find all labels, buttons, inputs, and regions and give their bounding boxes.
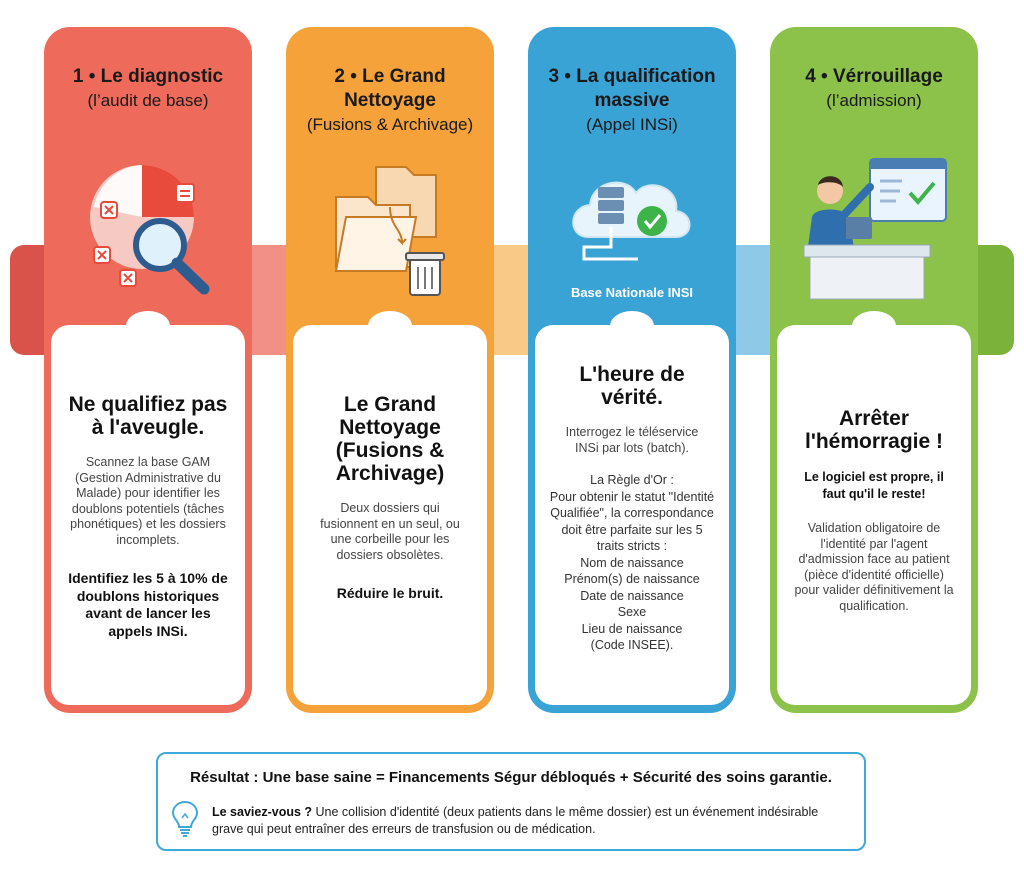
step-3-card-title: L'heure de vérité. bbox=[579, 363, 685, 409]
step-3-card-text: Interrogez le téléservice INSi par lots (batch). bbox=[565, 425, 699, 455]
cloud-server-icon bbox=[548, 147, 716, 317]
trait-3: Date de naissance bbox=[580, 588, 684, 603]
step-3-column bbox=[528, 27, 736, 713]
step-1-column bbox=[44, 27, 252, 713]
tip-body: Une collision d'identité (deux patients dans le même dossier) est un événement indésirable grave qui peut entraîner des erreurs de transfusion ou de médication. bbox=[212, 805, 819, 836]
step-3-title: 3 • La qualification massive (Appel INSi) bbox=[548, 66, 716, 134]
tip-text bbox=[212, 804, 852, 838]
magnifier-audit-icon bbox=[64, 147, 232, 317]
step-3-card bbox=[535, 325, 729, 705]
step-4-card-title: Arrêter l'hémorragie ! bbox=[804, 407, 944, 453]
trait-2: Prénom(s) de naissance bbox=[564, 572, 700, 586]
step-4-title: 4 • Vérrouillage (l’admission) bbox=[805, 66, 943, 110]
step-1-card-title: Ne qualifiez pas à l'aveugle. bbox=[68, 393, 228, 439]
step-4-card-highlight: Le logiciel est propre, il faut qu'il le reste! bbox=[804, 470, 944, 501]
step-2-card bbox=[293, 325, 487, 705]
step-1-card bbox=[51, 325, 245, 705]
step-1-card-highlight: Identifiez les 5 à 10% de doublons historiques avant de lancer les appels INSi. bbox=[68, 570, 228, 639]
trait-5-code: (Code INSEE). bbox=[590, 638, 674, 652]
step-2-card-highlight: Réduire le bruit. bbox=[336, 585, 444, 601]
step-4-card-text: Validation obligatoire de l'identité par l'agent d'admission face au patient (pièce d'identité officielle) pour valider définitivement la qualification. bbox=[794, 521, 954, 613]
folder-merge-icon bbox=[306, 147, 474, 317]
trait-5: Lieu de naissance bbox=[581, 621, 683, 636]
step-2-title: 2 • Le Grand Nettoyage (Fusions & Archivage) bbox=[306, 66, 474, 134]
step-2-card-title: Le Grand Nettoyage (Fusions & Archivage) bbox=[335, 393, 445, 485]
lightbulb-icon bbox=[170, 798, 200, 838]
step-4-card bbox=[777, 325, 971, 705]
step-4-column bbox=[770, 27, 978, 713]
result-headline: Résultat : Une base saine = Financements Ségur débloqués + Sécurité des soins garantie. bbox=[190, 769, 832, 786]
step-1-card-text: Scannez la base GAM (Gestion Administrative du Malade) pour identifier les doublons potentiels (tâches phonétiques) et les dossiers incomplets. bbox=[70, 455, 226, 547]
result-box bbox=[156, 752, 866, 851]
step-1-title: 1 • Le diagnostic (l’audit de base) bbox=[72, 66, 224, 110]
icon-caption: Base Nationale INSI bbox=[570, 285, 694, 300]
trait-4: Sexe bbox=[617, 605, 647, 619]
step-2-card-text: Deux dossiers qui fusionnent en un seul, ou une corbeille pour les dossiers obsolètes. bbox=[320, 501, 460, 562]
rule-title: La Règle d'Or : bbox=[590, 473, 674, 487]
step-2-column bbox=[286, 27, 494, 713]
rule-text: Pour obtenir le statut "Identité Qualifiée", la correspondance doit être parfaite sur les 5 traits stricts : bbox=[549, 489, 715, 553]
admission-desk-icon bbox=[790, 147, 958, 317]
trait-1: Nom de naissance bbox=[580, 555, 684, 570]
tip-label: Le saviez-vous ? bbox=[212, 805, 313, 819]
